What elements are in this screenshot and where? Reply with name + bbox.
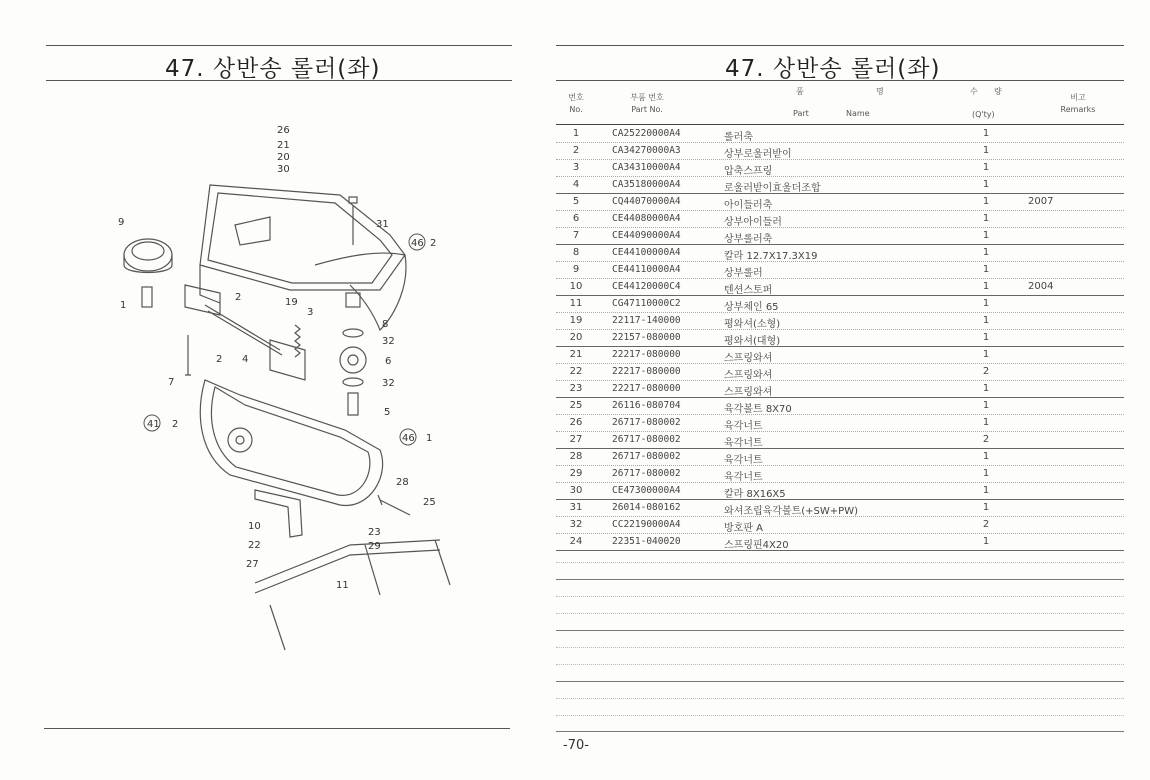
row-part-number: CA34270000A3 — [612, 145, 681, 156]
table-row — [556, 363, 1124, 381]
row-no: 10 — [569, 281, 583, 292]
callout-1: 1 — [120, 300, 127, 311]
callout-9: 9 — [118, 217, 125, 228]
header-part-en: Part No. — [631, 105, 663, 114]
row-part-name: 육각너트 — [724, 455, 763, 466]
header-name-kr-2: 명 — [876, 87, 884, 96]
table-row — [556, 227, 1124, 245]
row-qty: 1 — [982, 485, 990, 496]
table-row — [556, 516, 1124, 534]
row-part-name: 압축스프링 — [724, 166, 773, 177]
callout-46-b: 46 — [402, 433, 415, 444]
row-no: 1 — [572, 128, 580, 139]
callout-21: 21 — [277, 140, 290, 151]
callout-10: 10 — [248, 521, 261, 532]
row-remarks: 2007 — [1028, 196, 1054, 207]
row-qty: 1 — [982, 247, 990, 258]
row-part-name: 육각너트 — [724, 421, 763, 432]
row-qty: 1 — [982, 264, 990, 275]
empty-line — [556, 681, 1124, 682]
row-no: 2 — [572, 145, 580, 156]
page-title-right: 47. 상반송 롤러(좌) — [725, 56, 941, 82]
row-part-name: 스프링핀4X20 — [724, 540, 789, 551]
callout-19: 19 — [285, 297, 298, 308]
row-qty: 1 — [982, 196, 990, 207]
row-part-number: 22217-080000 — [612, 366, 681, 377]
row-no: 6 — [572, 213, 580, 224]
callout-23: 23 — [368, 527, 381, 538]
callout-31: 31 — [376, 219, 389, 230]
table-row — [556, 431, 1124, 449]
table-row — [556, 397, 1124, 415]
callout-32-b: 32 — [382, 378, 395, 389]
table-row — [556, 312, 1124, 330]
row-no: 19 — [569, 315, 583, 326]
row-no: 25 — [569, 400, 583, 411]
callout-3: 3 — [307, 307, 314, 318]
callout-1-b: 1 — [426, 433, 433, 444]
row-part-number: CA34310000A4 — [612, 162, 681, 173]
row-part-name: 스프링와셔 — [724, 370, 773, 381]
row-no: 21 — [569, 349, 583, 360]
top-rule — [46, 45, 512, 46]
table-row — [556, 261, 1124, 279]
row-qty: 2 — [982, 519, 990, 530]
header-no — [556, 92, 596, 116]
callout-6: 6 — [385, 356, 392, 367]
row-part-number: 26717-080002 — [612, 468, 681, 479]
callout-26: 26 — [277, 125, 290, 136]
row-part-name: 롤러축 — [724, 132, 753, 143]
callout-27: 27 — [246, 559, 259, 570]
title-rule — [46, 80, 512, 81]
empty-line — [556, 698, 1124, 699]
row-qty: 1 — [982, 179, 990, 190]
row-part-name: 상부아이들러 — [724, 217, 782, 228]
row-part-number: 22217-080000 — [612, 349, 681, 360]
row-part-number: CE47300000A4 — [612, 485, 681, 496]
row-part-name: 아이들러축 — [724, 200, 773, 211]
table-row — [556, 414, 1124, 432]
header-qty-kr-1: 수 — [970, 87, 978, 96]
row-qty: 1 — [982, 230, 990, 241]
table-row — [556, 346, 1124, 364]
empty-line — [556, 579, 1124, 580]
left-page — [0, 0, 560, 780]
row-part-number: CE44080000A4 — [612, 213, 681, 224]
callout-2-b: 2 — [235, 292, 242, 303]
header-name-en-2: Name — [846, 109, 870, 118]
row-qty: 1 — [982, 281, 990, 292]
row-part-number: CE44090000A4 — [612, 230, 681, 241]
row-part-name: 로울러받이효울더조합 — [724, 183, 821, 194]
row-part-name: 상부롤러 — [724, 268, 763, 279]
row-part-name: 스프링와셔 — [724, 387, 773, 398]
row-no: 30 — [569, 485, 583, 496]
empty-line — [556, 596, 1124, 597]
page-number: -70- — [563, 738, 589, 753]
callout-2-c: 2 — [216, 354, 223, 365]
header-qty-en: (Q'ty) — [972, 110, 995, 119]
header-qty-kr-2: 량 — [994, 87, 1002, 96]
callout-20: 20 — [277, 152, 290, 163]
table-row — [556, 295, 1124, 313]
row-part-number: 26717-080002 — [612, 451, 681, 462]
row-qty: 1 — [982, 451, 990, 462]
row-part-number: 26116-080704 — [612, 400, 681, 411]
callout-7: 7 — [168, 377, 175, 388]
row-part-number: CG47110000C2 — [612, 298, 681, 309]
row-qty: 2 — [982, 366, 990, 377]
row-part-name: 육각너트 — [724, 438, 763, 449]
table-row — [556, 125, 1124, 143]
row-part-name: 텐션스토퍼 — [724, 285, 773, 296]
row-no: 26 — [569, 417, 583, 428]
row-part-number: CA35180000A4 — [612, 179, 681, 190]
table-row — [556, 159, 1124, 177]
table-row — [556, 533, 1124, 551]
empty-line — [556, 715, 1124, 716]
callout-2-d: 2 — [172, 419, 179, 430]
header-no-kr: 번호 — [568, 93, 584, 102]
callout-8: 8 — [382, 319, 389, 330]
row-no: 23 — [569, 383, 583, 394]
row-part-name: 칼라 8X16X5 — [724, 489, 786, 500]
row-part-number: CC22190000A4 — [612, 519, 681, 530]
row-part-number: 22351-040020 — [612, 536, 681, 547]
row-part-number: CQ44070000A4 — [612, 196, 681, 207]
table-row — [556, 329, 1124, 347]
row-no: 8 — [572, 247, 580, 258]
row-no: 9 — [572, 264, 580, 275]
empty-line — [556, 630, 1124, 631]
row-part-number: CE44100000A4 — [612, 247, 681, 258]
row-no: 29 — [569, 468, 583, 479]
row-no: 5 — [572, 196, 580, 207]
row-part-name: 육각너트 — [724, 472, 763, 483]
header-part-kr: 부품 번호 — [630, 93, 664, 102]
table-row — [556, 176, 1124, 194]
row-qty: 1 — [982, 332, 990, 343]
row-part-number: 26014-080162 — [612, 502, 681, 513]
row-part-number: 22157-080000 — [612, 332, 681, 343]
right-top-rule — [556, 45, 1124, 46]
row-no: 31 — [569, 502, 583, 513]
table-row — [556, 210, 1124, 228]
callout-25: 25 — [423, 497, 436, 508]
row-no: 32 — [569, 519, 583, 530]
row-qty: 2 — [982, 434, 990, 445]
header-name-kr-1: 품 — [796, 87, 804, 96]
row-part-number: 26717-080002 — [612, 434, 681, 445]
row-qty: 1 — [982, 298, 990, 309]
header-remarks-kr: 비고 — [1070, 93, 1086, 102]
row-no: 20 — [569, 332, 583, 343]
bottom-rule — [44, 728, 510, 729]
row-no: 27 — [569, 434, 583, 445]
table-row — [556, 499, 1124, 517]
row-qty: 1 — [982, 383, 990, 394]
table-row — [556, 448, 1124, 466]
empty-line — [556, 647, 1124, 648]
table-row — [556, 142, 1124, 160]
empty-line — [556, 613, 1124, 614]
row-no: 28 — [569, 451, 583, 462]
diagram-drawing — [124, 185, 450, 650]
header-part — [612, 92, 682, 116]
row-qty: 1 — [982, 400, 990, 411]
row-part-number: CE44110000A4 — [612, 264, 681, 275]
row-no: 7 — [572, 230, 580, 241]
table-row — [556, 278, 1124, 296]
row-no: 3 — [572, 162, 580, 173]
row-qty: 1 — [982, 213, 990, 224]
callout-32-a: 32 — [382, 336, 395, 347]
row-qty: 1 — [982, 468, 990, 479]
row-part-name: 와셔조립육각볼트(+SW+PW) — [724, 506, 858, 517]
callout-2-a: 2 — [430, 238, 437, 249]
table-row — [556, 244, 1124, 262]
row-no: 11 — [569, 298, 583, 309]
callout-5: 5 — [384, 407, 391, 418]
header-remarks-en: Remarks — [1060, 105, 1096, 114]
row-qty: 1 — [982, 536, 990, 547]
row-part-name: 스프링와셔 — [724, 353, 773, 364]
row-qty: 1 — [982, 315, 990, 326]
row-qty: 1 — [982, 417, 990, 428]
row-part-name: 칼라 12.7X17.3X19 — [724, 251, 818, 262]
empty-line — [556, 562, 1124, 563]
callout-4: 4 — [242, 354, 249, 365]
row-no: 22 — [569, 366, 583, 377]
header-no-en: No. — [569, 105, 583, 114]
table-row — [556, 465, 1124, 483]
callout-41: 41 — [147, 419, 160, 430]
row-part-number: CA25220000A4 — [612, 128, 681, 139]
callout-30: 30 — [277, 164, 290, 175]
row-part-name: 상부롤러축 — [724, 234, 773, 245]
row-part-name: 방호판 A — [724, 523, 763, 534]
header-remarks — [1058, 92, 1098, 116]
right-title-rule — [556, 80, 1124, 81]
row-part-number: CE44120000C4 — [612, 281, 681, 292]
empty-line — [556, 731, 1124, 732]
header-name-en-1: Part — [793, 109, 809, 118]
row-part-name: 상부로울러받이 — [724, 149, 792, 160]
table-row — [556, 380, 1124, 398]
row-qty: 1 — [982, 162, 990, 173]
row-qty: 1 — [982, 349, 990, 360]
row-qty: 1 — [982, 502, 990, 513]
page-title: 47. 상반송 롤러(좌) — [165, 56, 381, 82]
row-no: 4 — [572, 179, 580, 190]
row-part-name: 평와셔(소형) — [724, 319, 781, 330]
exploded-parts-diagram — [110, 115, 480, 655]
callout-numbers — [118, 125, 436, 591]
row-no: 24 — [569, 536, 583, 547]
row-part-number: 26717-080002 — [612, 417, 681, 428]
empty-line — [556, 664, 1124, 665]
table-row — [556, 193, 1124, 211]
row-remarks: 2004 — [1028, 281, 1054, 292]
row-part-number: 22117-140000 — [612, 315, 681, 326]
row-qty: 1 — [982, 128, 990, 139]
row-part-name: 육각볼트 8X70 — [724, 404, 792, 415]
callout-22: 22 — [248, 540, 261, 551]
callout-29: 29 — [368, 541, 381, 552]
table-row — [556, 482, 1124, 500]
row-part-name: 상부체인 65 — [724, 302, 779, 313]
callout-46: 46 — [411, 238, 424, 249]
callout-28: 28 — [396, 477, 409, 488]
row-part-number: 22217-080000 — [612, 383, 681, 394]
row-qty: 1 — [982, 145, 990, 156]
callout-11: 11 — [336, 580, 349, 591]
row-part-name: 평와셔(대형) — [724, 336, 781, 347]
